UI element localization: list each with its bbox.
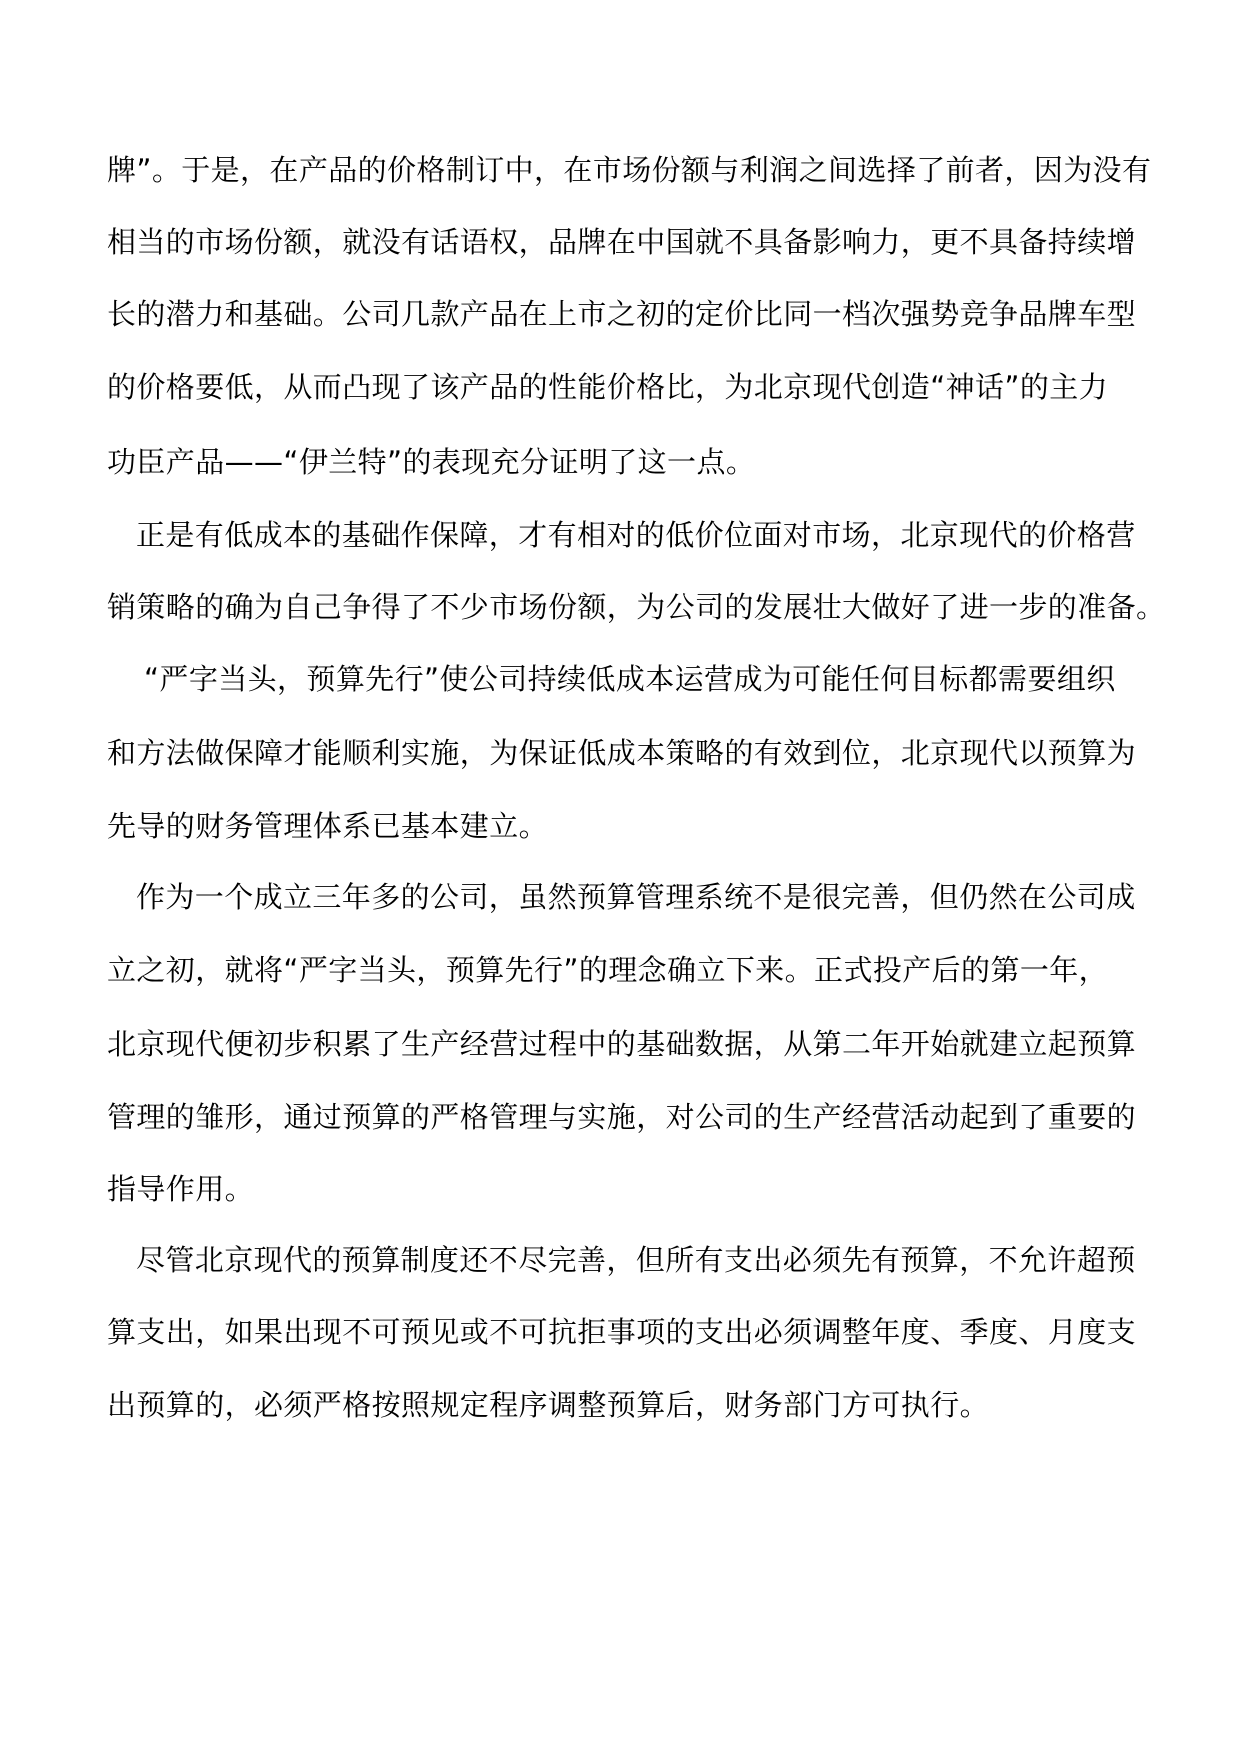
text-line-5: 功臣产品——“伊兰特”的表现充分证明了这一点。: [107, 445, 756, 479]
text-line-13: 北京现代便初步积累了生产经营过程中的基础数据，从第二年开始就建立起预算: [107, 1027, 1137, 1061]
text-line-2: 相当的市场份额，就没有话语权，品牌在中国就不具备影响力，更不具备持续增: [107, 225, 1137, 259]
text-line-3: 长的潜力和基础。公司几款产品在上市之初的定价比同一档次强势竞争品牌车型: [107, 297, 1137, 331]
text-line-6: 正是有低成本的基础作保障，才有相对的低价位面对市场，北京现代的价格营: [136, 518, 1136, 552]
text-line-9: 和方法做保障才能顺利实施，为保证低成本策略的有效到位，北京现代以预算为: [107, 736, 1137, 770]
text-line-8: “严字当头，预算先行”使公司持续低成本运营成为可能任何目标都需要组织: [144, 662, 1116, 696]
text-line-4: 的价格要低，从而凸现了该产品的性能价格比，为北京现代创造“神话”的主力: [107, 370, 1109, 404]
text-line-12: 立之初，就将“严字当头，预算先行”的理念确立下来。正式投产后的第一年，: [107, 953, 1109, 987]
text-line-7: 销策略的确为自己争得了不少市场份额，为公司的发展壮大做好了进一步的准备。: [107, 590, 1166, 624]
text-line-18: 出预算的，必须严格按照规定程序调整预算后，财务部门方可执行。: [107, 1388, 990, 1422]
text-line-17: 算支出，如果出现不可预见或不可抗拒事项的支出必须调整年度、季度、月度支: [107, 1315, 1137, 1349]
text-line-10: 先导的财务管理体系已基本建立。: [107, 809, 549, 843]
text-line-11: 作为一个成立三年多的公司，虽然预算管理系统不是很完善，但仍然在公司成: [136, 880, 1136, 914]
text-line-14: 管理的雏形，通过预算的严格管理与实施，对公司的生产经营活动起到了重要的: [107, 1100, 1137, 1134]
text-line-16: 尽管北京现代的预算制度还不尽完善，但所有支出必须先有预算，不允许超预: [136, 1243, 1136, 1277]
text-line-1: 牌”。于是，在产品的价格制订中，在市场份额与利润之间选择了前者，因为没有: [107, 153, 1152, 187]
text-line-15: 指导作用。: [107, 1172, 255, 1206]
